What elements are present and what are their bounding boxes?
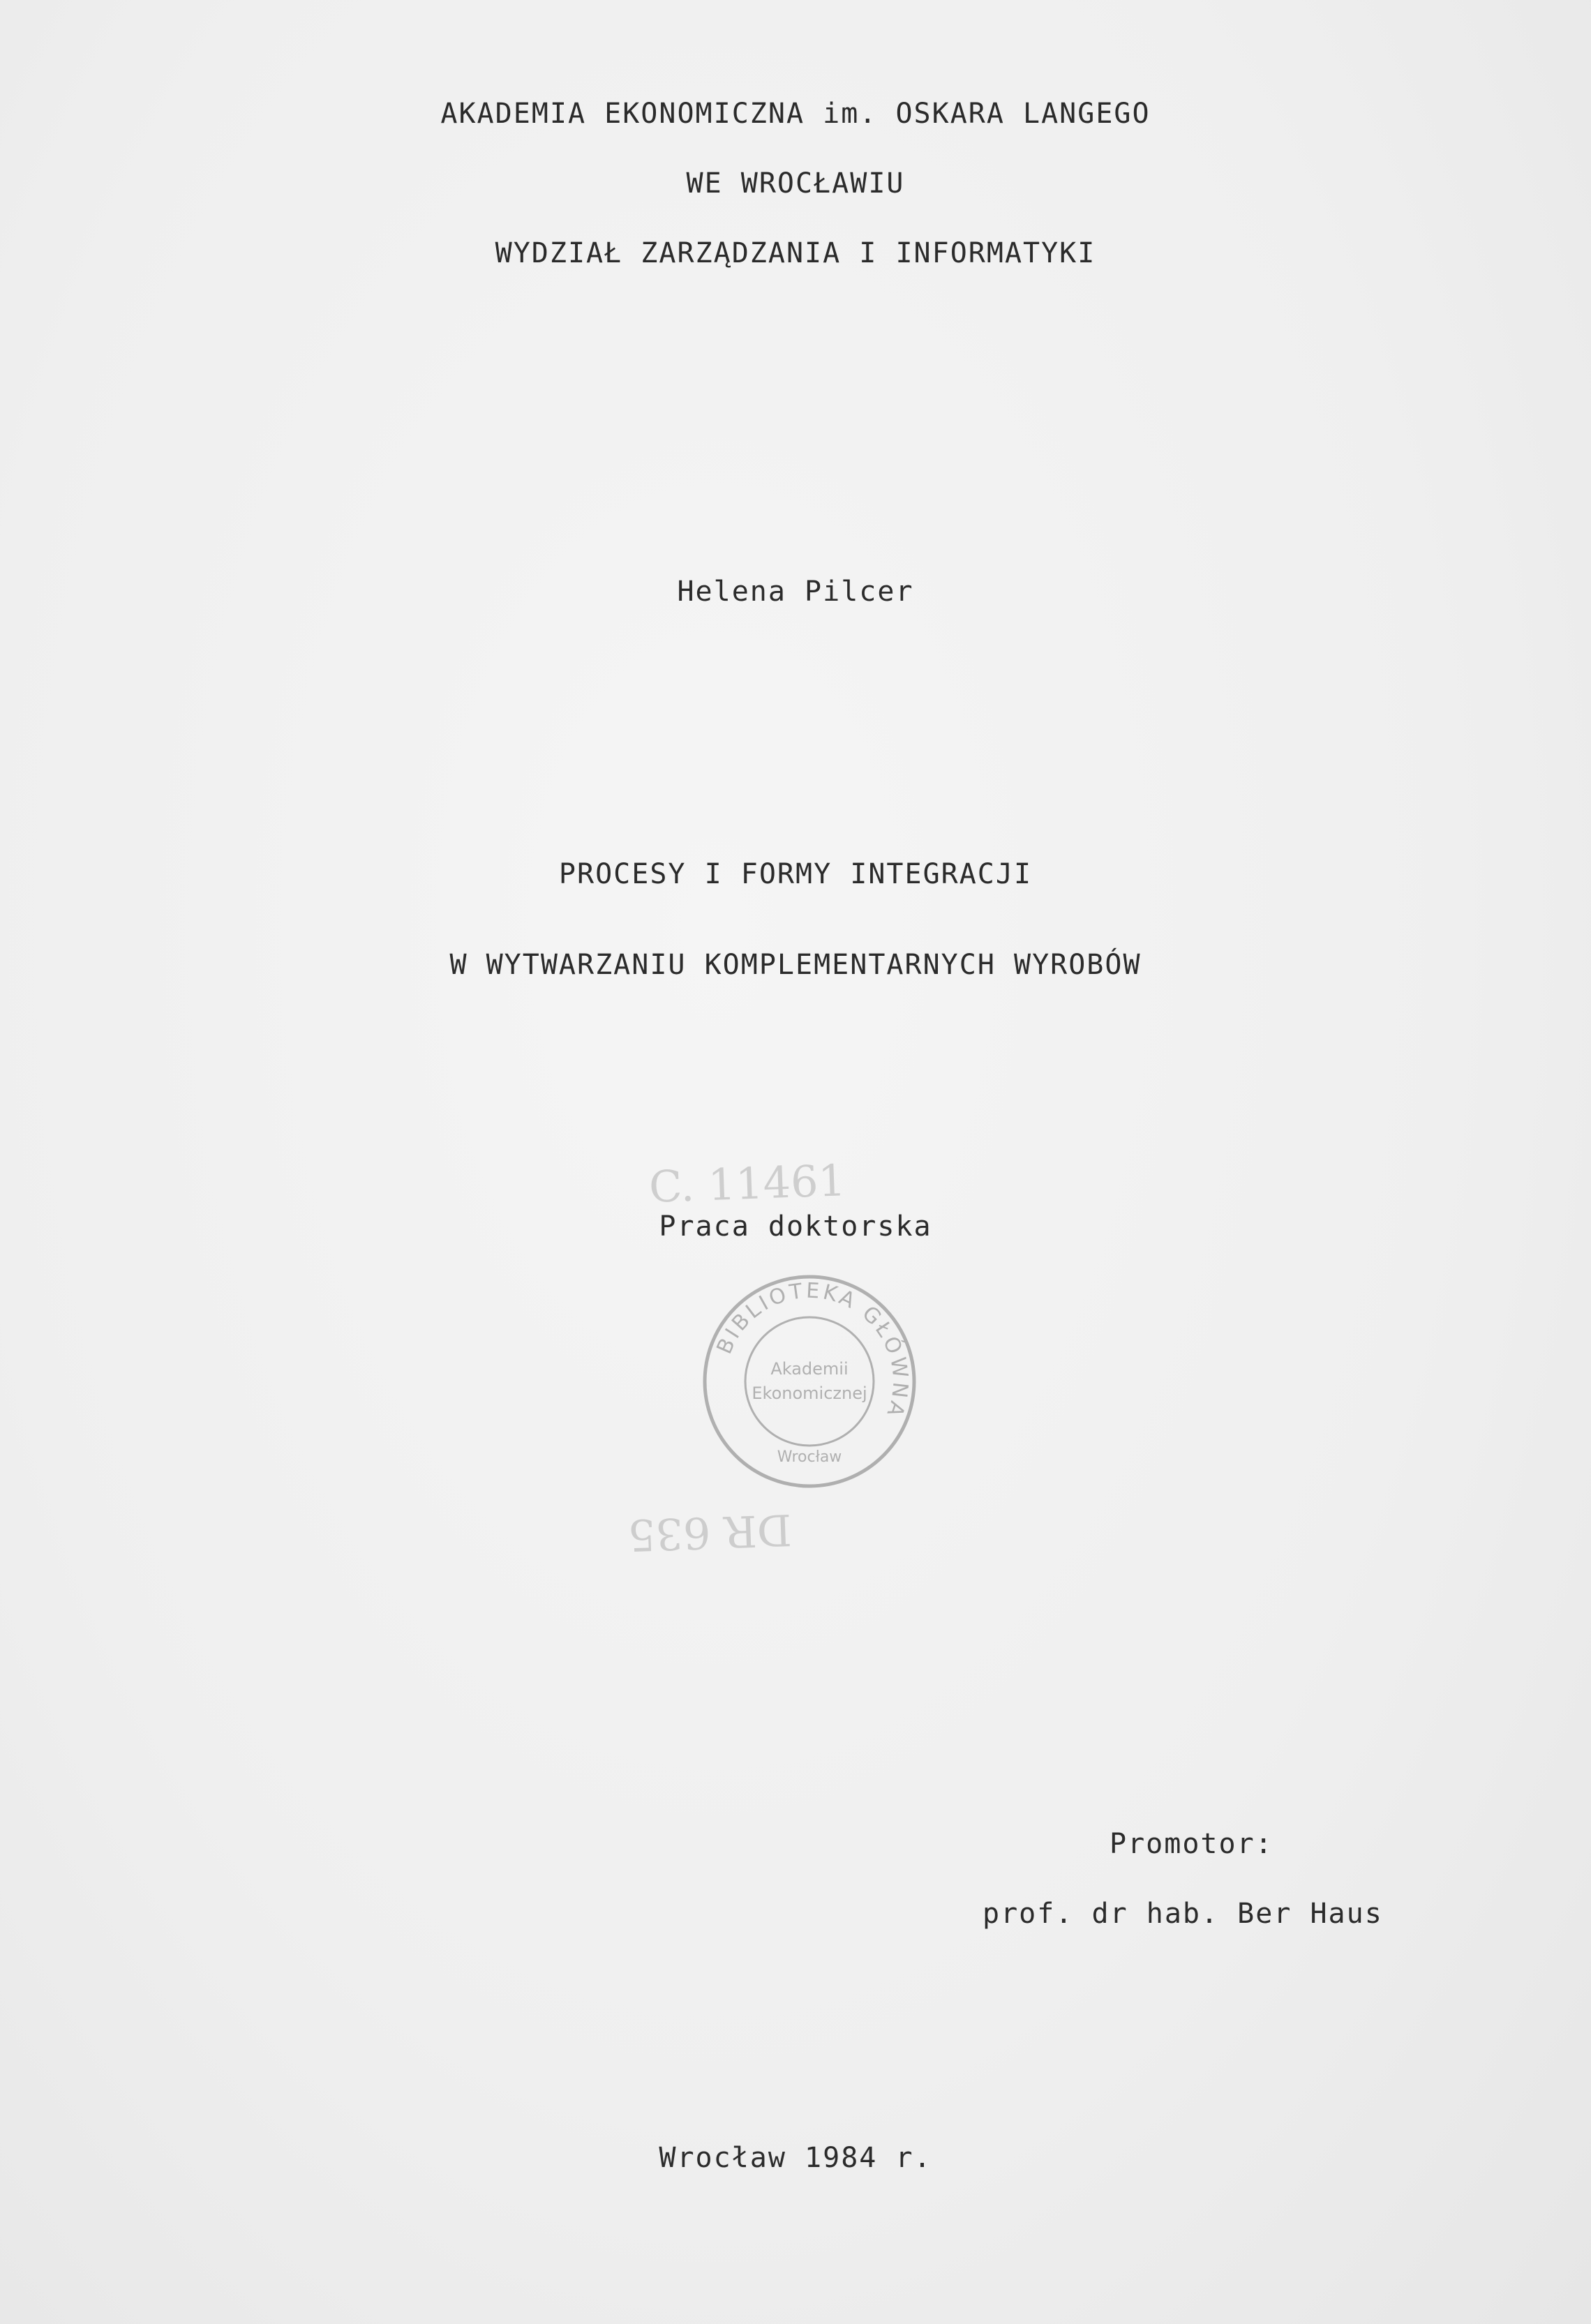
document-type: Praca doktorska xyxy=(659,1210,932,1243)
promotor-label: Promotor: xyxy=(1110,1828,1273,1860)
thesis-title-line-2: W WYTWARZANIU KOMPLEMENTARNYCH WYROBÓW xyxy=(449,949,1142,981)
institution-name: AKADEMIA EKONOMICZNA im. OSKARA LANGEGO xyxy=(440,98,1151,130)
thesis-title-line-1: PROCESY I FORMY INTEGRACJI xyxy=(558,858,1033,890)
faculty-name: WYDZIAŁ ZARZĄDZANIA I INFORMATYKI xyxy=(495,237,1096,269)
institution-city: WE WROCŁAWIU xyxy=(686,167,905,200)
stamp-center-line-2: Ekonomicznej xyxy=(752,1384,867,1403)
stamp-center-line-1: Akademii xyxy=(770,1359,849,1379)
faint-signature-mark: C. 11461 xyxy=(648,1155,847,1213)
library-stamp xyxy=(698,1270,921,1493)
stamp-ring-text: BIBLIOTEKA GŁÓWNA xyxy=(712,1278,913,1423)
faint-call-number: DR 635 xyxy=(627,1504,793,1561)
stamp-bottom-text: Wrocław xyxy=(777,1448,842,1466)
author-name: Helena Pilcer xyxy=(677,576,914,608)
place-and-date: Wrocław 1984 r. xyxy=(659,2142,932,2174)
promotor-name: prof. dr hab. Ber Haus xyxy=(983,1898,1383,1930)
